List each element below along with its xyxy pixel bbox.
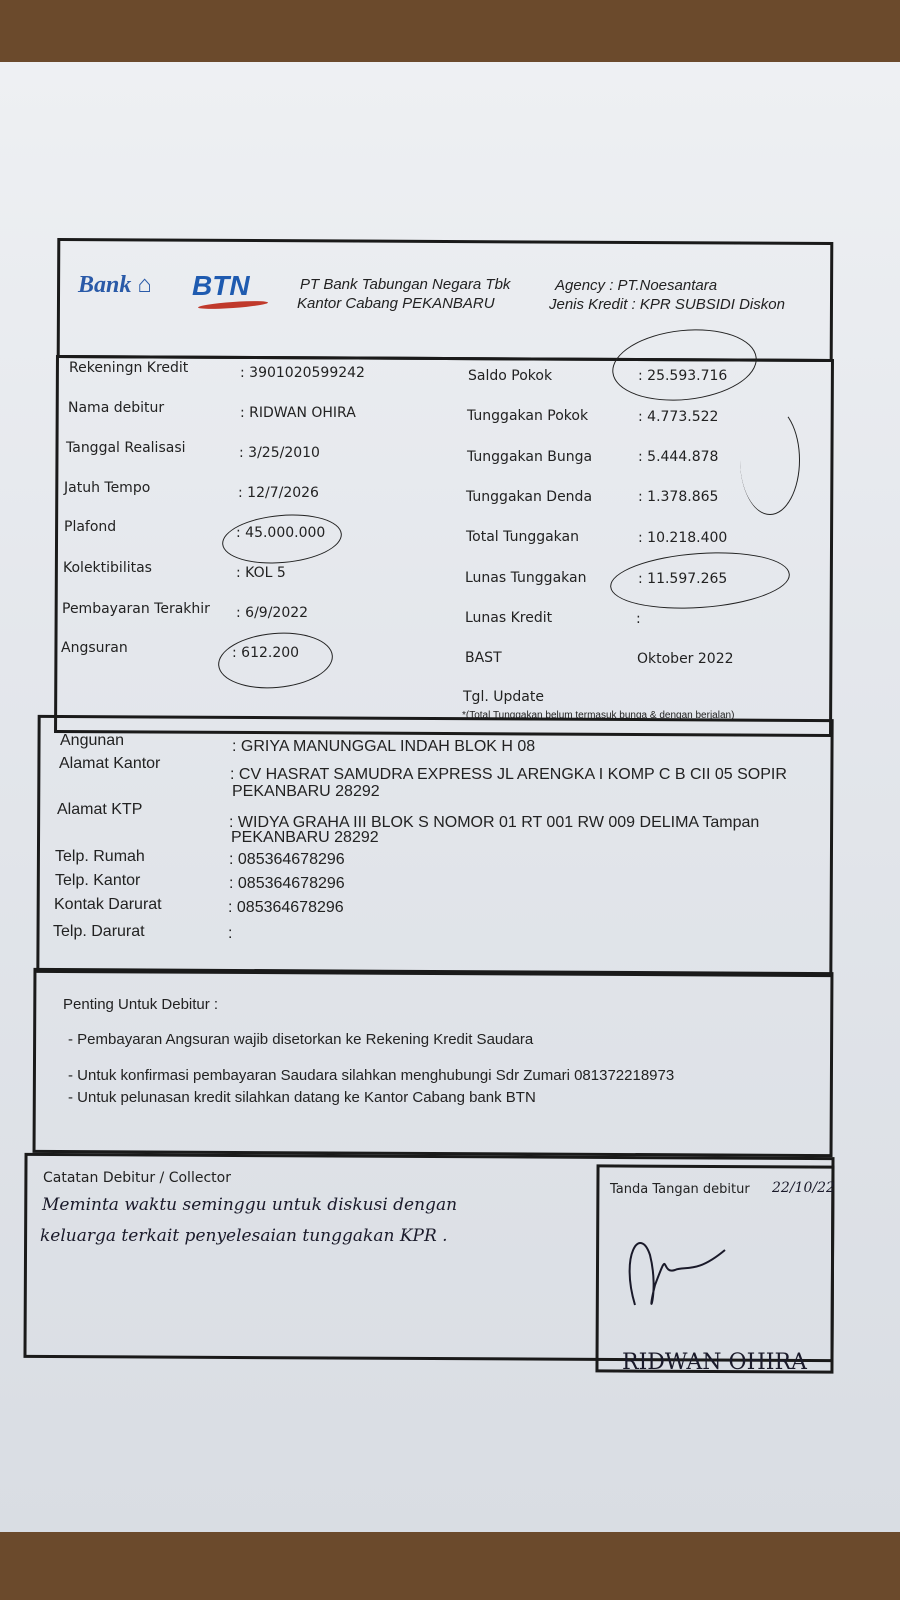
- handwritten-note-line2: keluarga terkait penyelesaian tunggakan KPR .: [40, 1226, 448, 1246]
- bank-name: PT Bank Tabungan Negara Tbk: [300, 276, 511, 293]
- field-label: Angsuran: [61, 640, 128, 656]
- address-value: : WIDYA GRAHA III BLOK S NOMOR 01 RT 001 RW 009 DELIMA Tampan: [229, 814, 760, 831]
- notice-item: - Untuk konfirmasi pembayaran Saudara silahkan menghubungi Sdr Zumari 081372218973: [68, 1067, 675, 1084]
- credit-type: Jenis Kredit : KPR SUBSIDI Diskon: [549, 296, 785, 313]
- address-label: Telp. Darurat: [53, 923, 145, 940]
- notice-title: Penting Untuk Debitur :: [63, 996, 219, 1013]
- address-label: Alamat Kantor: [59, 755, 161, 772]
- field-label: Kolektibilitas: [63, 560, 152, 576]
- address-label: Telp. Kantor: [55, 872, 141, 889]
- field-value: : 1.378.865: [638, 489, 719, 505]
- notes-title: Catatan Debitur / Collector: [43, 1170, 231, 1186]
- notice-item: - Untuk pelunasan kredit silahkan datang ke Kantor Cabang bank BTN: [68, 1089, 536, 1106]
- field-label: Pembayaran Terakhir: [62, 601, 210, 617]
- field-label: Rekeningn Kredit: [69, 360, 189, 376]
- address-value-line2: PEKANBARU 28292: [232, 783, 380, 800]
- field-value: : 6/9/2022: [236, 605, 309, 621]
- address-value: : 085364678296: [228, 899, 344, 916]
- field-value: : 25.593.716: [638, 368, 728, 384]
- address-value: : 085364678296: [229, 851, 345, 868]
- field-value: :: [636, 611, 641, 627]
- address-value: :: [228, 925, 233, 942]
- field-value: : 12/7/2026: [238, 485, 319, 501]
- field-value: : RIDWAN OHIRA: [240, 405, 356, 421]
- signature-name: RIDWAN OHIRA: [622, 1350, 807, 1375]
- field-value: : 3/25/2010: [239, 445, 320, 461]
- field-label: Tunggakan Pokok: [467, 408, 589, 424]
- field-label: BAST: [465, 650, 502, 666]
- address-value: : GRIYA MANUNGGAL INDAH BLOK H 08: [232, 738, 536, 755]
- signature-title: Tanda Tangan debitur: [610, 1182, 750, 1197]
- address-label: Alamat KTP: [57, 801, 143, 818]
- field-label: Tunggakan Bunga: [467, 449, 593, 465]
- address-label: Telp. Rumah: [55, 848, 145, 865]
- address-value-line2: PEKANBARU 28292: [231, 829, 379, 846]
- field-value: : 4.773.522: [638, 409, 719, 425]
- branch-name: Kantor Cabang PEKANBARU: [297, 295, 495, 312]
- address-label: Angunan: [60, 732, 125, 749]
- field-value: : 3901020599242: [240, 365, 365, 381]
- field-label: Lunas Kredit: [465, 610, 553, 626]
- field-value: Oktober 2022: [637, 651, 734, 667]
- signature-mark: [615, 1215, 755, 1335]
- field-label: Total Tunggakan: [466, 529, 579, 545]
- footnote: *(Total Tunggakan belum termasuk bunga & dengan berjalan): [462, 710, 735, 721]
- signature-date: 22/10/22: [772, 1180, 835, 1196]
- field-label: Plafond: [64, 519, 117, 535]
- agency: Agency : PT.Noesantara: [555, 277, 718, 294]
- bank-logo-text: Bank ⌂: [78, 272, 152, 298]
- field-value: : 11.597.265: [638, 571, 728, 587]
- field-label: Tunggakan Denda: [466, 489, 593, 505]
- address-value: : 085364678296: [229, 875, 345, 892]
- handwritten-note-line1: Meminta waktu seminggu untuk diskusi dengan: [42, 1195, 458, 1215]
- field-value: : KOL 5: [236, 565, 286, 581]
- field-value: : 5.444.878: [638, 449, 719, 465]
- pen-bracket: [740, 405, 800, 515]
- address-value: : CV HASRAT SAMUDRA EXPRESS JL ARENGKA I KOMP C B CII 05 SOPIR: [230, 766, 787, 783]
- notice-item: - Pembayaran Angsuran wajib disetorkan ke Rekening Kredit Saudara: [68, 1031, 534, 1048]
- field-label: Tanggal Realisasi: [66, 440, 186, 456]
- field-label: Saldo Pokok: [468, 368, 553, 384]
- field-label: Jatuh Tempo: [64, 480, 151, 496]
- field-label: Nama debitur: [68, 400, 165, 416]
- field-label: Lunas Tunggakan: [465, 570, 587, 586]
- address-label: Kontak Darurat: [54, 896, 162, 913]
- tgl-update-label: Tgl. Update: [463, 689, 544, 705]
- field-value: : 45.000.000: [236, 525, 326, 541]
- btn-logo: BTN: [192, 270, 250, 301]
- field-value: : 612.200: [232, 645, 300, 661]
- field-value: : 10.218.400: [638, 530, 728, 546]
